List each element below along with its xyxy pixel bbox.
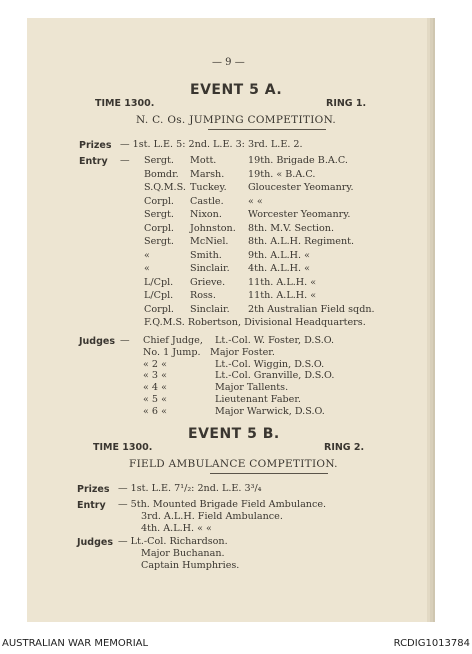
event-a-judges-dash: —: [120, 335, 130, 346]
event-b-entry-line: 4th. A.L.H. « «: [141, 523, 212, 534]
entry-name: Grieve.: [190, 276, 226, 288]
entry-rank: Sergt.: [144, 236, 174, 247]
entry-rank: «: [144, 263, 150, 274]
entry-unit: 11th. A.L.H. «: [248, 290, 317, 301]
entry-unit: 11th. A.L.H. «: [248, 276, 317, 288]
event-b-entry-label: Entry: [77, 500, 106, 511]
entry-name: Johnston.: [190, 222, 236, 234]
entry-unit: 8th. M.V. Section.: [248, 222, 335, 234]
event-a-title: EVENT 5 A.: [190, 82, 283, 98]
event-a-prizes: — 1st. L.E. 5: 2nd. L.E. 3: 3rd. L.E. 2.: [120, 139, 303, 150]
judge-role: « 3 «: [143, 370, 167, 382]
page-number: — 9 —: [212, 57, 245, 68]
event-b-time: TIME 1300.: [93, 442, 153, 453]
footer-record-id: RCDIG1013784: [393, 638, 470, 649]
event-b-entry-line: 3rd. A.L.H. Field Ambulance.: [141, 511, 283, 522]
entry-name: Castle.: [190, 195, 224, 207]
footer-credit: AUSTRALIAN WAR MEMORIAL: [2, 638, 149, 649]
entry-unit: 19th. Brigade B.A.C.: [248, 155, 348, 166]
entry-name: Tuckey.: [190, 182, 227, 193]
judge-name: Lieutenant Faber.: [215, 394, 301, 405]
entry-name: Marsh.: [190, 168, 225, 180]
entry-rank: S.Q.M.S.: [144, 182, 186, 193]
judge-name: Major Foster.: [210, 346, 275, 358]
judge-role: Chief Judge,: [143, 335, 203, 346]
entry-rank: Corpl.: [144, 222, 174, 234]
entry-rank: F.Q.M.S. Robertson, Divisional Headquarters.: [144, 317, 366, 328]
event-b-entry-line: — 5th. Mounted Brigade Field Ambulance.: [118, 499, 327, 510]
event-a-ring: RING 1.: [326, 98, 367, 109]
entry-name: Smith.: [190, 249, 222, 261]
entry-rank: Sergt.: [144, 155, 174, 166]
entry-name: Mott.: [190, 155, 217, 166]
competition-underline: [210, 473, 328, 474]
entry-rank: L/Cpl.: [144, 276, 174, 288]
entry-rank: Corpl.: [144, 303, 174, 315]
event-b-judge-line: Captain Humphries.: [141, 560, 240, 571]
event-a-judges-label: Judges: [79, 336, 115, 347]
event-a-competition: N. C. Os. JUMPING COMPETITION.: [136, 114, 337, 126]
judge-role: « 6 «: [143, 405, 167, 417]
event-b-title: EVENT 5 B.: [188, 426, 280, 442]
entry-unit: 19th. « B.A.C.: [248, 168, 316, 180]
entry-name: Sinclair.: [190, 263, 230, 274]
event-b-judges-label: Judges: [77, 537, 113, 548]
entry-unit: Worcester Yeomanry.: [248, 209, 351, 220]
entry-name: McNiel.: [190, 236, 229, 247]
entry-rank: Bomdr.: [144, 168, 179, 180]
event-b-judge-line: — Lt.-Col. Richardson.: [118, 536, 228, 547]
event-b-competition: FIELD AMBULANCE COMPETITION.: [129, 458, 338, 470]
event-a-entry-label: Entry: [79, 156, 108, 167]
judge-role: « 4 «: [143, 382, 167, 394]
event-b-ring: RING 2.: [324, 442, 365, 453]
entry-unit: 2th Australian Field sqdn.: [248, 303, 375, 315]
entry-unit: 8th. A.L.H. Regiment.: [248, 236, 355, 247]
entry-name: Nixon.: [190, 209, 222, 220]
entry-rank: Sergt.: [144, 209, 174, 220]
judge-name: Major Tallents.: [215, 382, 289, 394]
judge-name: Lt.-Col. W. Foster, D.S.O.: [215, 335, 335, 346]
event-a-prizes-label: Prizes: [79, 140, 112, 151]
entry-unit: Gloucester Yeomanry.: [248, 182, 354, 193]
entry-unit: 4th. A.L.H. «: [248, 263, 310, 274]
competition-underline: [208, 129, 326, 130]
judge-name: Lt.-Col. Wiggin, D.S.O.: [215, 358, 325, 370]
entry-name: Ross.: [190, 290, 216, 301]
entry-name: Sinclair.: [190, 303, 230, 315]
entry-rank: Corpl.: [144, 195, 174, 207]
entry-rank: «: [144, 249, 150, 261]
event-b-prizes: — 1st. L.E. 7¹/₂: 2nd. L.E. 3³/₄: [118, 483, 262, 494]
judge-role: No. 1 Jump.: [143, 346, 201, 358]
entry-unit: 9th. A.L.H. «: [248, 249, 310, 261]
event-a-entry-dash: —: [120, 155, 130, 166]
judge-role: « 2 «: [143, 358, 167, 370]
entry-rank: L/Cpl.: [144, 290, 174, 301]
event-b-prizes-label: Prizes: [77, 484, 110, 495]
judge-role: « 5 «: [143, 394, 167, 405]
event-a-time: TIME 1300.: [95, 98, 155, 109]
event-b-judge-line: Major Buchanan.: [141, 548, 225, 559]
judge-name: Major Warwick, D.S.O.: [215, 405, 325, 417]
entry-unit: « «: [248, 195, 263, 207]
judge-name: Lt.-Col. Granville, D.S.O.: [215, 370, 335, 382]
